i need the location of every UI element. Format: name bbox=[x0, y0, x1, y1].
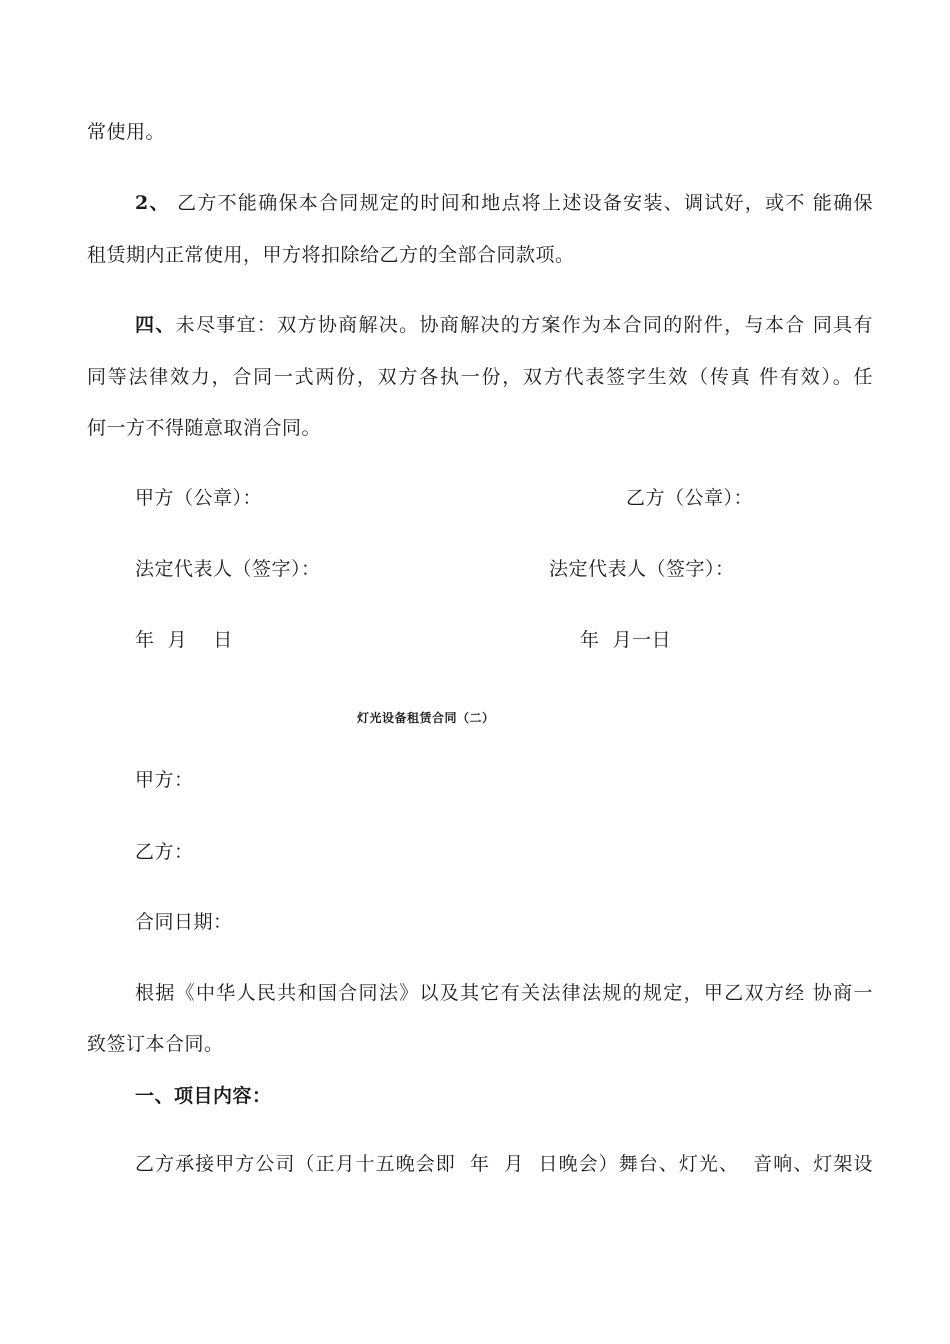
contract-title: 灯光设备租赁合同（二） bbox=[357, 711, 495, 725]
section-4-heading: 四、 bbox=[135, 314, 176, 336]
basis-line-1: 根据《中华人民共和国合同法》以及其它有关法律法规的规定，甲乙双方经 协商一 bbox=[135, 982, 873, 1004]
paragraph-continuation: 常使用。 bbox=[87, 121, 166, 143]
clause-2-line-1 bbox=[87, 191, 873, 215]
section-4-line-2: 同等法律效力，合同一式两份，双方各执一份，双方代表签字生效（传真 件有效）。任 bbox=[87, 366, 873, 388]
clause-2-line-2: 租赁期内正常使用，甲方将扣除给乙方的全部合同款项。 bbox=[87, 244, 575, 266]
section-4-line-1 bbox=[87, 313, 873, 337]
section-1-heading: 一、项目内容： bbox=[135, 1085, 272, 1107]
signature-date-b: 年 月一日 bbox=[580, 629, 672, 651]
section-1-line-1: 乙方承接甲方公司（正月十五晚会即 年 月 日晚会）舞台、灯光、 音响、灯架设 bbox=[135, 1153, 873, 1175]
section-4-line-3: 何一方不得随意取消合同。 bbox=[87, 417, 322, 439]
signature-party-b: 乙方（公章）： bbox=[626, 487, 754, 509]
basis-line-2: 致签订本合同。 bbox=[87, 1033, 224, 1055]
party-a-label: 甲方： bbox=[135, 769, 194, 791]
signature-party-a: 甲方（公章）： bbox=[135, 487, 263, 509]
clause-2-number: 2、 bbox=[135, 192, 170, 214]
section-4-text: 未尽事宜：双方协商解决。协商解决的方案作为本合同的附件，与本合 同具有 bbox=[175, 314, 873, 336]
clause-2-text: 乙方不能确保本合同规定的时间和地点将上述设备安装、调试好，或不 能确保 bbox=[169, 192, 873, 214]
signature-rep-a: 法定代表人（签字）： bbox=[135, 558, 321, 580]
contract-date-label: 合同日期： bbox=[135, 911, 233, 933]
party-b-label: 乙方： bbox=[135, 841, 194, 863]
signature-rep-b: 法定代表人（签字）： bbox=[549, 558, 735, 580]
signature-date-a: 年 月 日 bbox=[135, 629, 233, 651]
